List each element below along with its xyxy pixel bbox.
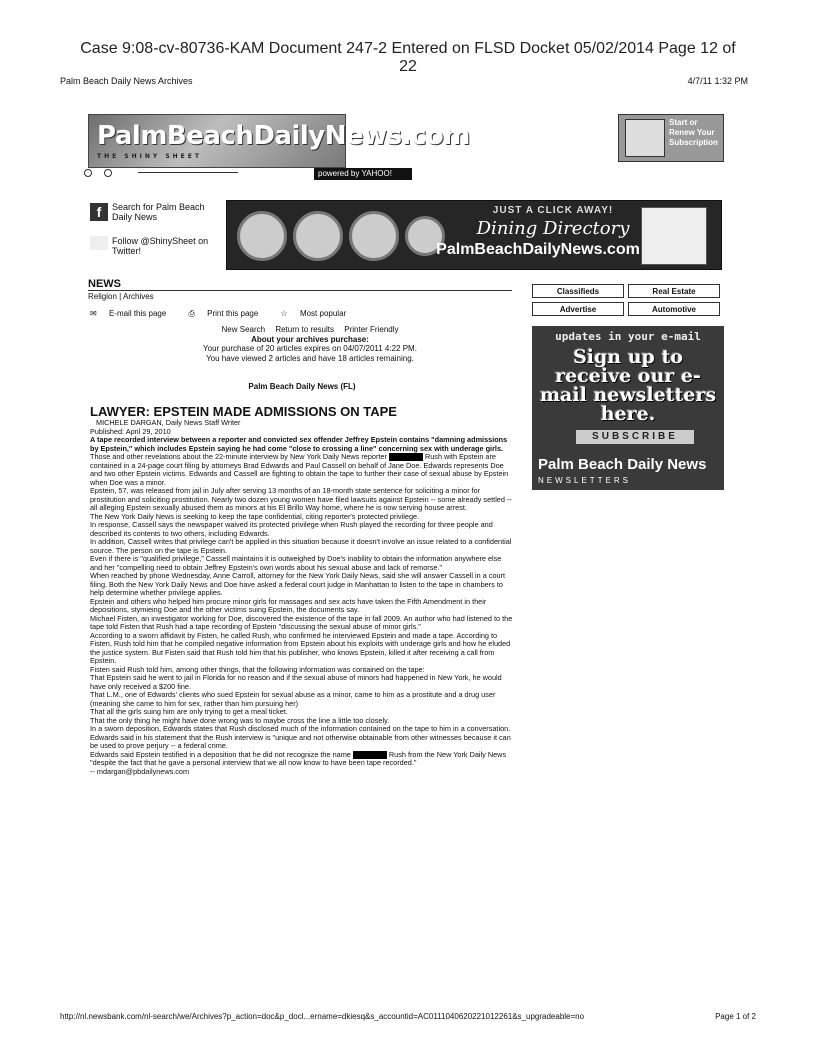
site-logo[interactable] <box>88 114 470 168</box>
automotive-link[interactable]: Automotive <box>628 302 720 316</box>
star-icon: ☆ <box>280 309 290 318</box>
logo-tagline: THE SHINY SHEET <box>97 153 202 160</box>
article-paragraph: Epstein and others who helped him procure minor girls for massages and sex acts have taken the Fifth Amendment in their depositions, stymieing Doe and the other victims suing Epstein, the documents say. <box>90 596 487 614</box>
ad-line3: PalmBeachDailyNews.com <box>436 241 640 258</box>
printer-icon: ⎙ <box>188 309 198 318</box>
advertise-link[interactable]: Advertise <box>532 302 624 316</box>
plate-image <box>293 211 343 261</box>
search-input[interactable] <box>138 172 238 173</box>
article-paragraph: Edwards said Epstein testified in a deposition that he did not recognize the name Rush from the New York Daily News "despite the fact that he gave a personal interview that we all now know to have been tape recorded." <box>90 749 507 767</box>
real-estate-link[interactable]: Real Estate <box>628 284 720 298</box>
article-paragraph: Edwards said in his statement that the Rush interview is "unique and not otherwise obtainable from other witnesses because it can be used to prove perjury -- a federal crime. <box>90 732 511 750</box>
promo-brand: Palm Beach Daily News <box>538 456 707 473</box>
right-nav-links <box>528 280 724 320</box>
article-paragraph: The New York Daily News is seeking to keep the tape confidential, citing reporter's protected privilege. <box>90 511 420 521</box>
directory-thumbnail <box>641 207 707 265</box>
promo-middle: Sign up to receive our e-mail newsletters here. <box>539 346 717 425</box>
facebook-link[interactable]: Search for Palm Beach Daily News <box>112 202 205 222</box>
facebook-icon[interactable]: f <box>90 203 108 221</box>
article-paragraph: Michael Fisten, an investigator working for Doe, discovered the existence of the tape in fall 2009. An author who had listened to the tape told Fisten that Rush had a tape recording of Epstein "discussing the sexual abuse of minor girls." <box>90 613 513 631</box>
article-source: Palm Beach Daily News (FL) <box>248 382 356 391</box>
newspaper-icon <box>625 119 665 157</box>
purchase-info <box>180 325 440 363</box>
email-page-link[interactable]: ✉ E-mail this page <box>90 309 167 318</box>
ad-line1: JUST A CLICK AWAY! <box>492 205 614 216</box>
byline: MICHELE DARGAN, Daily News Staff Writer <box>96 418 241 427</box>
yahoo-search-button[interactable]: powered by YAHOO! <box>314 168 412 180</box>
court-header-line1: Case 9:08-cv-80736-KAM Document 247-2 Entered on FLSD Docket 05/02/2014 Page 12 of <box>80 40 736 57</box>
article-actions <box>90 309 366 319</box>
purchase-line1: Your purchase of 20 articles expires on 04/07/2011 4:22 PM. <box>203 344 417 353</box>
plate-image <box>349 211 399 261</box>
classifieds-link[interactable]: Classifieds <box>532 284 624 298</box>
article-paragraphs <box>90 487 514 751</box>
article-paragraph: In a sworn deposition, Edwards states that Rush disclosed much of the information contained on the tape to him in a conversation. <box>90 724 511 733</box>
article-paragraph: That Epstein said he went to jail in Florida for no reason and if the sexual abuse of minors had happened in New York, he would have only received a $200 fine. <box>90 673 502 691</box>
most-popular-link[interactable]: ☆ Most popular <box>280 309 347 318</box>
article-paragraph: Those and other revelations about the 22-minute interview by New York Daily News reporter Rush with Epstein are contained in a 24-page court filing by attorneys Brad Edwards and Paul Cassell on behalf of Jane Doe. Edwards represents Doe and two other Epstein victims. Edwards and Cassell are fighting to obtain the tape to further their case of sexual abuse by Epstein when Doe was a minor. <box>90 452 509 487</box>
promo-top: updates in your e-mail <box>555 330 701 343</box>
ad-line2: Dining Directory <box>476 218 630 239</box>
author-email[interactable]: -- mdargan@pbdailynews.com <box>90 766 190 776</box>
purchase-line2: You have viewed 2 articles and have 18 articles remaining. <box>206 353 414 363</box>
breadcrumb[interactable]: Religion | Archives <box>88 292 154 301</box>
article-paragraph: Fisten said Rush told him, among other things, that the following information was contained on the tape: <box>90 664 425 674</box>
return-results-link[interactable]: Return to results <box>275 325 335 334</box>
footer-url: http://nl.newsbank.com/nl-search/we/Archives?p_action=doc&p_docl...ername=dkiesq&s_accountid=AC0111040620221012261&s_upgradeable=no <box>60 1012 585 1021</box>
subscribe-banner[interactable] <box>618 114 724 162</box>
subscribe-text: Start or Renew Your Subscription <box>669 118 718 147</box>
search-radio-site[interactable] <box>84 169 92 177</box>
article-paragraph: Epstein, 57, was released from jail in July after serving 13 months of an 18-month state sentence for soliciting a minor for prostitution and soliciting prostitution. Nearly two dozen young women have filed lawsuits against Epstein -- some already settled -- all alleging Epstein sexually abused them as minors at his El Brillo Way home, where he is now serving house arrest. <box>90 486 512 512</box>
article-paragraph: Even if there is "qualified privilege," Cassell maintains it is outweighed by Doe's inability to obtain the information anywhere else and her "compelling need to obtain Jeffrey Epstein's own words about his sexual abuse and lack of remorse." <box>90 554 502 572</box>
article-paragraph: That the only thing he might have done wrong was to maybe cross the line a little too closely. <box>90 715 390 725</box>
twitter-icon[interactable] <box>90 236 108 250</box>
purchase-heading: About your archives purchase: <box>251 334 369 344</box>
printer-friendly-link[interactable]: Printer Friendly <box>344 325 399 334</box>
plate-image <box>237 211 287 261</box>
new-search-link[interactable]: New Search <box>221 325 266 334</box>
published-date: Published: April 29, 2010 <box>90 426 171 436</box>
print-date: 4/7/11 1:32 PM <box>687 76 748 86</box>
article-lead: A tape recorded interview between a reporter and convicted sex offender Jeffrey Epstein contains "damning admissions by Epstein," which includes Epstein saying he had come "close to crossing a line" concerning sex with underage girls. <box>90 435 508 453</box>
section-title: NEWS <box>88 278 121 290</box>
dining-directory-ad[interactable] <box>226 200 722 270</box>
court-case-header <box>0 40 816 76</box>
search-bar <box>84 168 764 182</box>
promo-sub-brand: NEWSLETTERS <box>538 476 632 485</box>
article-paragraph: That all the girls suing him are only trying to get a meal ticket. <box>90 707 288 716</box>
envelope-icon: ✉ <box>90 309 99 318</box>
newsletter-promo[interactable] <box>532 326 724 490</box>
article-paragraph: According to a sworn affidavit by Fisten, he called Rush, who confirmed he interviewed Epstein and made a tape. According to Fisten, Rush told him that he compiled negative information from Epstein about his exploits with underage girls and how he eluded the justice system. But Fisten said that Rush told him that his publisher, who knows Epstein, killed it after receiving a call from Epstein. <box>90 630 511 665</box>
subscribe-button[interactable]: SUBSCRIBE <box>576 430 694 444</box>
article-body <box>90 419 514 776</box>
print-page-title: Palm Beach Daily News Archives <box>60 76 193 86</box>
article-paragraph: In response, Cassell says the newspaper waived its protected privilege when Rush played the recording for three people and described its contents to two others, including Edwards. <box>90 520 493 538</box>
article-paragraph: When reached by phone Wednesday, Anne Carroll, attorney for the New York Daily News, said she will answer Cassell in a court filing. Both the New York Daily News and Doe have asked a federal court judge in Manhattan to listen to the tape in chambers to help determine whether privilege applies. <box>90 571 506 597</box>
article-headline: LAWYER: EPSTEIN MADE ADMISSIONS ON TAPE <box>90 404 397 419</box>
twitter-link[interactable]: Follow @ShinySheet on Twitter! <box>112 236 209 256</box>
article-paragraph: In addition, Cassell writes that privilege can't be applied in this situation because it doesn't involve an issue related to a confidential source. The person on the tape is Epstein. <box>90 537 512 555</box>
article-paragraph: That L.M., one of Edwards' clients who sued Epstein for sexual abuse as a minor, came to him as a prostitute and a drug user (meaning she came to him for sex, rather than him pursuing her) <box>90 690 496 708</box>
logo-text: PalmBeachDailyNews.com <box>97 121 470 151</box>
section-divider <box>88 290 512 291</box>
print-page-link[interactable]: ⎙ Print this page <box>188 309 259 318</box>
footer-page-number: Page 1 of 2 <box>715 1012 756 1021</box>
social-links <box>86 200 216 268</box>
court-header-line2: 22 <box>399 58 417 75</box>
search-radio-web[interactable] <box>104 169 112 177</box>
